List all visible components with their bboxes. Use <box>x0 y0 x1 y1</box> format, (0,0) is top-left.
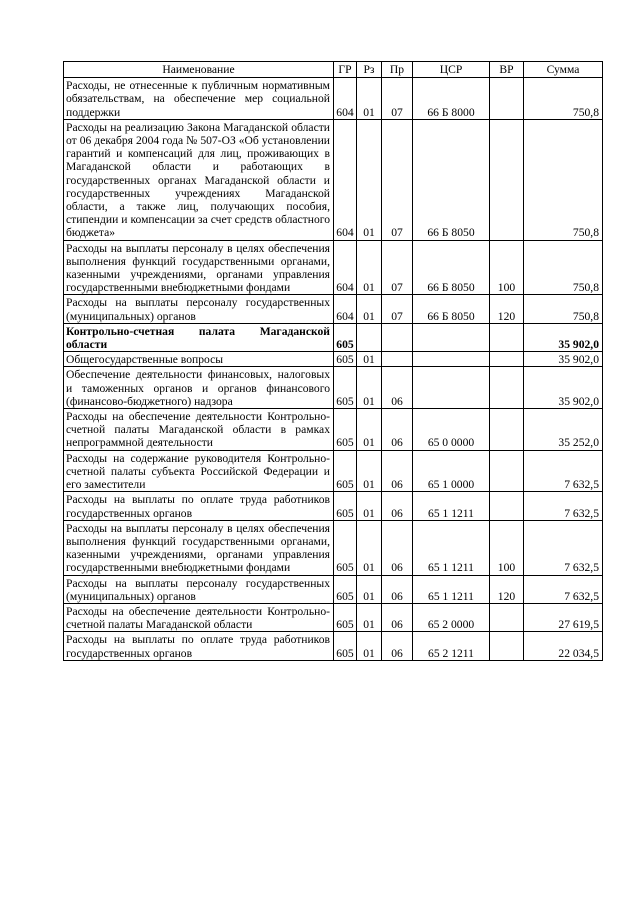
cell-name: Расходы на выплаты персоналу в целях обеспечения выполнения функций государственными органами, казенными учреждениями, органами управления государственными внебюджетными фондами <box>64 520 334 575</box>
cell-pr: 06 <box>382 603 413 631</box>
cell-name: Обеспечение деятельности финансовых, налоговых и таможенных органов и органов финансового (финансово-бюджетного) надзора <box>64 367 334 409</box>
cell-gr: 605 <box>334 603 357 631</box>
cell-sum: 750,8 <box>524 78 603 120</box>
cell-gr: 605 <box>334 632 357 660</box>
table-row <box>64 119 603 240</box>
header-vr: ВР <box>490 62 524 78</box>
cell-sum: 7 632,5 <box>524 450 603 492</box>
table-header-row <box>64 62 603 78</box>
header-pr: Пр <box>382 62 413 78</box>
cell-name: Расходы на содержание руководителя Контрольно-счетной палаты субъекта Российской Федерации и его заместители <box>64 450 334 492</box>
cell-sum: 35 902,0 <box>524 323 603 351</box>
cell-vr: 120 <box>490 575 524 603</box>
table-row <box>64 323 603 351</box>
header-sum: Сумма <box>524 62 603 78</box>
cell-sum: 35 252,0 <box>524 409 603 451</box>
cell-pr <box>382 352 413 367</box>
cell-gr: 605 <box>334 323 357 351</box>
cell-rz: 01 <box>357 367 382 409</box>
cell-vr <box>490 78 524 120</box>
cell-gr: 605 <box>334 367 357 409</box>
cell-sum: 35 902,0 <box>524 367 603 409</box>
cell-csr: 65 1 1211 <box>413 520 490 575</box>
cell-gr: 605 <box>334 575 357 603</box>
cell-vr <box>490 367 524 409</box>
header-gr: ГР <box>334 62 357 78</box>
cell-csr: 65 1 1211 <box>413 492 490 520</box>
cell-pr: 06 <box>382 520 413 575</box>
cell-gr: 605 <box>334 492 357 520</box>
cell-pr: 07 <box>382 78 413 120</box>
header-rz: Рз <box>357 62 382 78</box>
cell-name: Расходы на обеспечение деятельности Контрольно-счетной палаты Магаданской области в рамках непрограммной деятельности <box>64 409 334 451</box>
cell-pr: 07 <box>382 295 413 323</box>
cell-name: Расходы на выплаты персоналу государственных (муниципальных) органов <box>64 575 334 603</box>
cell-rz: 01 <box>357 409 382 451</box>
header-csr: ЦСР <box>413 62 490 78</box>
cell-rz: 01 <box>357 575 382 603</box>
cell-rz: 01 <box>357 632 382 660</box>
cell-rz: 01 <box>357 352 382 367</box>
cell-name: Расходы на выплаты по оплате труда работников государственных органов <box>64 492 334 520</box>
cell-sum: 7 632,5 <box>524 575 603 603</box>
cell-rz: 01 <box>357 492 382 520</box>
cell-rz: 01 <box>357 240 382 295</box>
cell-name: Расходы на выплаты персоналу в целях обеспечения выполнения функций государственными органами, казенными учреждениями, органами управления государственными внебюджетными фондами <box>64 240 334 295</box>
table-row <box>64 78 603 120</box>
cell-sum: 750,8 <box>524 240 603 295</box>
budget-table-page <box>63 61 602 661</box>
cell-rz: 01 <box>357 603 382 631</box>
cell-vr <box>490 409 524 451</box>
cell-sum: 750,8 <box>524 295 603 323</box>
header-name: Наименование <box>64 62 334 78</box>
cell-vr <box>490 119 524 240</box>
table-row <box>64 367 603 409</box>
cell-name: Расходы, не отнесенные к публичным нормативным обязательствам, на обеспечение мер социальной поддержки <box>64 78 334 120</box>
table-row <box>64 295 603 323</box>
cell-sum: 27 619,5 <box>524 603 603 631</box>
table-row <box>64 450 603 492</box>
cell-rz: 01 <box>357 295 382 323</box>
cell-csr <box>413 323 490 351</box>
cell-csr: 65 2 0000 <box>413 603 490 631</box>
cell-gr: 605 <box>334 450 357 492</box>
cell-pr: 06 <box>382 492 413 520</box>
cell-pr: 06 <box>382 575 413 603</box>
cell-name: Расходы на выплаты персоналу государственных (муниципальных) органов <box>64 295 334 323</box>
cell-pr: 07 <box>382 119 413 240</box>
table-row <box>64 603 603 631</box>
cell-gr: 604 <box>334 78 357 120</box>
cell-pr: 06 <box>382 409 413 451</box>
cell-vr <box>490 323 524 351</box>
cell-pr <box>382 323 413 351</box>
cell-csr: 65 2 1211 <box>413 632 490 660</box>
cell-csr: 65 1 1211 <box>413 575 490 603</box>
cell-pr: 06 <box>382 632 413 660</box>
cell-csr: 66 Б 8050 <box>413 240 490 295</box>
cell-gr: 605 <box>334 352 357 367</box>
cell-name: Расходы на реализацию Закона Магаданской области от 06 декабря 2004 года № 507-ОЗ «Об установлении гарантий и компенсаций для лиц, проживающих в Магаданской области и работающих в государственных органах Магаданской области и государственных учреждениях Магаданской области, а также лиц, получающих пособия, стипендии и компенсации за счет средств областного бюджета» <box>64 119 334 240</box>
cell-vr <box>490 450 524 492</box>
table-row <box>64 575 603 603</box>
table-row <box>64 352 603 367</box>
cell-sum: 35 902,0 <box>524 352 603 367</box>
cell-pr: 06 <box>382 450 413 492</box>
cell-gr: 604 <box>334 240 357 295</box>
cell-vr: 100 <box>490 520 524 575</box>
cell-vr <box>490 603 524 631</box>
cell-csr <box>413 352 490 367</box>
cell-rz: 01 <box>357 78 382 120</box>
cell-pr: 06 <box>382 367 413 409</box>
cell-csr: 65 0 0000 <box>413 409 490 451</box>
cell-sum: 7 632,5 <box>524 520 603 575</box>
cell-gr: 604 <box>334 295 357 323</box>
cell-csr: 66 Б 8000 <box>413 78 490 120</box>
cell-sum: 22 034,5 <box>524 632 603 660</box>
cell-name: Расходы на выплаты по оплате труда работников государственных органов <box>64 632 334 660</box>
cell-gr: 605 <box>334 409 357 451</box>
cell-rz: 01 <box>357 450 382 492</box>
cell-vr <box>490 492 524 520</box>
cell-csr: 66 Б 8050 <box>413 119 490 240</box>
cell-name: Общегосударственные вопросы <box>64 352 334 367</box>
cell-gr: 604 <box>334 119 357 240</box>
table-row <box>64 492 603 520</box>
table-row <box>64 632 603 660</box>
cell-name: Расходы на обеспечение деятельности Контрольно-счетной палаты Магаданской области <box>64 603 334 631</box>
table-row <box>64 240 603 295</box>
cell-csr: 65 1 0000 <box>413 450 490 492</box>
cell-name: Контрольно-счетная палата Магаданской области <box>64 323 334 351</box>
budget-table <box>63 61 603 661</box>
table-row <box>64 409 603 451</box>
cell-gr: 605 <box>334 520 357 575</box>
cell-rz: 01 <box>357 520 382 575</box>
cell-vr <box>490 632 524 660</box>
cell-vr: 120 <box>490 295 524 323</box>
cell-rz: 01 <box>357 119 382 240</box>
table-body <box>64 78 603 661</box>
table-row <box>64 520 603 575</box>
cell-vr <box>490 352 524 367</box>
cell-vr: 100 <box>490 240 524 295</box>
cell-pr: 07 <box>382 240 413 295</box>
cell-sum: 7 632,5 <box>524 492 603 520</box>
cell-csr <box>413 367 490 409</box>
cell-sum: 750,8 <box>524 119 603 240</box>
cell-rz <box>357 323 382 351</box>
cell-csr: 66 Б 8050 <box>413 295 490 323</box>
